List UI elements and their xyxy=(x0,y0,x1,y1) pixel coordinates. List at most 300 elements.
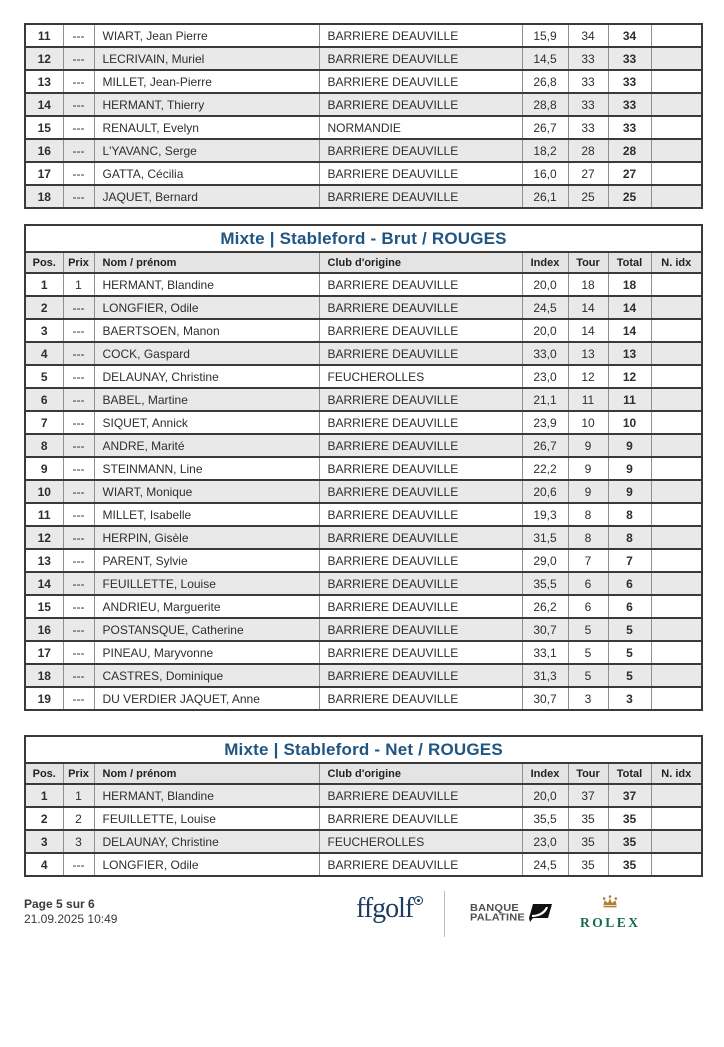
cell-pos: 16 xyxy=(25,618,63,641)
cell-prix: --- xyxy=(63,480,94,503)
cell-index: 21,1 xyxy=(522,388,568,411)
cell-total: 25 xyxy=(608,185,651,208)
cell-tour: 14 xyxy=(568,296,608,319)
cell-tour: 10 xyxy=(568,411,608,434)
cell-tour: 5 xyxy=(568,618,608,641)
cell-tour: 3 xyxy=(568,687,608,710)
cell-nom: HERPIN, Gisèle xyxy=(94,526,319,549)
table-title-row xyxy=(25,225,702,252)
cell-prix: --- xyxy=(63,342,94,365)
cell-index: 29,0 xyxy=(522,549,568,572)
cell-pos: 10 xyxy=(25,480,63,503)
cell-prix: --- xyxy=(63,618,94,641)
cell-prix: --- xyxy=(63,139,94,162)
cell-prix: 1 xyxy=(63,273,94,296)
cell-prix: --- xyxy=(63,526,94,549)
cell-nidx xyxy=(651,162,702,185)
cell-prix: --- xyxy=(63,687,94,710)
cell-total: 33 xyxy=(608,70,651,93)
cell-index: 22,2 xyxy=(522,457,568,480)
cell-nidx xyxy=(651,139,702,162)
cell-nom: RENAULT, Evelyn xyxy=(94,116,319,139)
cell-index: 26,7 xyxy=(522,434,568,457)
cell-tour: 33 xyxy=(568,70,608,93)
table-row xyxy=(25,807,702,830)
cell-pos: 12 xyxy=(25,47,63,70)
cell-nom: DELAUNAY, Christine xyxy=(94,365,319,388)
cell-prix: --- xyxy=(63,503,94,526)
table-row xyxy=(25,549,702,572)
page-number: Page 5 sur 6 xyxy=(24,897,95,911)
cell-total: 6 xyxy=(608,572,651,595)
cell-nom: FEUILLETTE, Louise xyxy=(94,807,319,830)
cell-index: 18,2 xyxy=(522,139,568,162)
cell-tour: 9 xyxy=(568,434,608,457)
ffgolf-logo-text: ffgolf xyxy=(356,893,414,924)
table-row xyxy=(25,388,702,411)
banque-line1: BANQUE xyxy=(470,902,519,914)
banque-palatine-logo xyxy=(470,903,553,923)
cell-club: BARRIERE DEAUVILLE xyxy=(319,687,522,710)
cell-index: 20,0 xyxy=(522,784,568,807)
column-header: N. idx xyxy=(651,252,702,273)
column-header: Total xyxy=(608,763,651,784)
cell-total: 35 xyxy=(608,807,651,830)
cell-pos: 11 xyxy=(25,503,63,526)
cell-prix: --- xyxy=(63,411,94,434)
table-title-row xyxy=(25,736,702,763)
cell-pos: 6 xyxy=(25,388,63,411)
cell-tour: 9 xyxy=(568,457,608,480)
cell-club: BARRIERE DEAUVILLE xyxy=(319,273,522,296)
cell-total: 34 xyxy=(608,24,651,47)
cell-club: BARRIERE DEAUVILLE xyxy=(319,664,522,687)
cell-nidx xyxy=(651,411,702,434)
cell-club: BARRIERE DEAUVILLE xyxy=(319,342,522,365)
table-row xyxy=(25,618,702,641)
cell-nom: LECRIVAIN, Muriel xyxy=(94,47,319,70)
cell-club: NORMANDIE xyxy=(319,116,522,139)
cell-index: 20,0 xyxy=(522,273,568,296)
cell-total: 33 xyxy=(608,47,651,70)
table-row xyxy=(25,24,702,47)
cell-index: 26,7 xyxy=(522,116,568,139)
cell-pos: 11 xyxy=(25,24,63,47)
cell-total: 9 xyxy=(608,434,651,457)
cell-total: 7 xyxy=(608,549,651,572)
cell-total: 11 xyxy=(608,388,651,411)
results-table-net-rouges xyxy=(24,735,703,877)
cell-index: 23,0 xyxy=(522,365,568,388)
cell-nidx xyxy=(651,687,702,710)
cell-nidx xyxy=(651,388,702,411)
cell-nom: DU VERDIER JAQUET, Anne xyxy=(94,687,319,710)
cell-tour: 9 xyxy=(568,480,608,503)
cell-nidx xyxy=(651,185,702,208)
cell-tour: 35 xyxy=(568,853,608,876)
cell-pos: 7 xyxy=(25,411,63,434)
cell-nidx xyxy=(651,319,702,342)
cell-nom: HERMANT, Blandine xyxy=(94,784,319,807)
cell-index: 35,5 xyxy=(522,572,568,595)
cell-tour: 35 xyxy=(568,807,608,830)
table-title: Mixte | Stableford - Net / ROUGES xyxy=(25,736,702,763)
cell-nom: LONGFIER, Odile xyxy=(94,853,319,876)
cell-nom: MILLET, Isabelle xyxy=(94,503,319,526)
cell-pos: 13 xyxy=(25,70,63,93)
cell-index: 16,0 xyxy=(522,162,568,185)
cell-nidx xyxy=(651,296,702,319)
cell-total: 12 xyxy=(608,365,651,388)
cell-prix: --- xyxy=(63,595,94,618)
table-row xyxy=(25,319,702,342)
cell-pos: 1 xyxy=(25,273,63,296)
cell-prix: --- xyxy=(63,641,94,664)
cell-index: 23,0 xyxy=(522,830,568,853)
cell-pos: 5 xyxy=(25,365,63,388)
cell-pos: 15 xyxy=(25,595,63,618)
column-header: Prix xyxy=(63,763,94,784)
cell-club: BARRIERE DEAUVILLE xyxy=(319,572,522,595)
cell-index: 23,9 xyxy=(522,411,568,434)
cell-club: FEUCHEROLLES xyxy=(319,830,522,853)
table-row xyxy=(25,139,702,162)
cell-total: 35 xyxy=(608,853,651,876)
cell-tour: 13 xyxy=(568,342,608,365)
cell-tour: 5 xyxy=(568,641,608,664)
cell-tour: 33 xyxy=(568,93,608,116)
column-header: Tour xyxy=(568,252,608,273)
cell-pos: 15 xyxy=(25,116,63,139)
table-row xyxy=(25,434,702,457)
cell-index: 30,7 xyxy=(522,618,568,641)
cell-prix: --- xyxy=(63,24,94,47)
banque-palatine-flag-icon xyxy=(527,903,553,923)
cell-prix: --- xyxy=(63,116,94,139)
cell-total: 14 xyxy=(608,319,651,342)
cell-tour: 7 xyxy=(568,549,608,572)
cell-pos: 19 xyxy=(25,687,63,710)
column-header: Pos. xyxy=(25,763,63,784)
cell-pos: 16 xyxy=(25,139,63,162)
cell-club: BARRIERE DEAUVILLE xyxy=(319,618,522,641)
table-row xyxy=(25,503,702,526)
cell-prix: --- xyxy=(63,319,94,342)
cell-prix: --- xyxy=(63,296,94,319)
cell-prix: 1 xyxy=(63,784,94,807)
cell-nidx xyxy=(651,572,702,595)
cell-total: 8 xyxy=(608,526,651,549)
cell-prix: --- xyxy=(63,664,94,687)
cell-nom: STEINMANN, Line xyxy=(94,457,319,480)
cell-tour: 6 xyxy=(568,572,608,595)
cell-nom: ANDRE, Marité xyxy=(94,434,319,457)
cell-nom: JAQUET, Bernard xyxy=(94,185,319,208)
cell-nidx xyxy=(651,664,702,687)
table-row xyxy=(25,93,702,116)
cell-nidx xyxy=(651,116,702,139)
cell-tour: 6 xyxy=(568,595,608,618)
column-header: Club d'origine xyxy=(319,763,522,784)
cell-nidx xyxy=(651,784,702,807)
rolex-crown-icon xyxy=(600,895,620,908)
cell-index: 33,0 xyxy=(522,342,568,365)
cell-index: 26,8 xyxy=(522,70,568,93)
cell-nidx xyxy=(651,595,702,618)
table-row xyxy=(25,480,702,503)
cell-nidx xyxy=(651,93,702,116)
cell-prix: --- xyxy=(63,93,94,116)
cell-club: BARRIERE DEAUVILLE xyxy=(319,434,522,457)
cell-club: BARRIERE DEAUVILLE xyxy=(319,807,522,830)
results-table-brut-rouges xyxy=(24,224,703,711)
rolex-logo-text: ROLEX xyxy=(580,915,641,930)
banque-line2: PALATINE xyxy=(470,911,525,923)
cell-prix: --- xyxy=(63,572,94,595)
ffgolf-ball-icon xyxy=(414,896,423,905)
cell-nidx xyxy=(651,526,702,549)
print-datetime: 21.09.2025 10:49 xyxy=(24,912,118,926)
cell-prix: --- xyxy=(63,434,94,457)
cell-nom: HERMANT, Blandine xyxy=(94,273,319,296)
cell-nidx xyxy=(651,273,702,296)
cell-nom: MILLET, Jean-Pierre xyxy=(94,70,319,93)
cell-pos: 1 xyxy=(25,784,63,807)
table-row xyxy=(25,687,702,710)
cell-tour: 12 xyxy=(568,365,608,388)
cell-nidx xyxy=(651,618,702,641)
cell-nom: CASTRES, Dominique xyxy=(94,664,319,687)
cell-total: 18 xyxy=(608,273,651,296)
cell-nom: POSTANSQUE, Catherine xyxy=(94,618,319,641)
cell-index: 19,3 xyxy=(522,503,568,526)
cell-nom: BAERTSOEN, Manon xyxy=(94,319,319,342)
cell-club: BARRIERE DEAUVILLE xyxy=(319,503,522,526)
cell-nidx xyxy=(651,342,702,365)
cell-index: 31,3 xyxy=(522,664,568,687)
cell-nidx xyxy=(651,480,702,503)
cell-pos: 18 xyxy=(25,664,63,687)
cell-pos: 14 xyxy=(25,93,63,116)
cell-nidx xyxy=(651,457,702,480)
column-header: Nom / prénom xyxy=(94,763,319,784)
table-row xyxy=(25,830,702,853)
cell-pos: 14 xyxy=(25,572,63,595)
cell-nom: WIART, Monique xyxy=(94,480,319,503)
cell-nom: PINEAU, Maryvonne xyxy=(94,641,319,664)
cell-nidx xyxy=(651,853,702,876)
cell-nom: BABEL, Martine xyxy=(94,388,319,411)
cell-total: 3 xyxy=(608,687,651,710)
cell-pos: 12 xyxy=(25,526,63,549)
cell-nidx xyxy=(651,47,702,70)
cell-tour: 25 xyxy=(568,185,608,208)
cell-prix: --- xyxy=(63,853,94,876)
cell-nom: FEUILLETTE, Louise xyxy=(94,572,319,595)
cell-total: 14 xyxy=(608,296,651,319)
cell-nom: HERMANT, Thierry xyxy=(94,93,319,116)
cell-nom: WIART, Jean Pierre xyxy=(94,24,319,47)
cell-index: 30,7 xyxy=(522,687,568,710)
cell-pos: 2 xyxy=(25,296,63,319)
cell-pos: 8 xyxy=(25,434,63,457)
cell-nidx xyxy=(651,830,702,853)
cell-tour: 27 xyxy=(568,162,608,185)
cell-nidx xyxy=(651,24,702,47)
column-header: Pos. xyxy=(25,252,63,273)
cell-total: 33 xyxy=(608,116,651,139)
cell-club: BARRIERE DEAUVILLE xyxy=(319,480,522,503)
cell-club: BARRIERE DEAUVILLE xyxy=(319,388,522,411)
cell-total: 6 xyxy=(608,595,651,618)
table-row xyxy=(25,457,702,480)
cell-club: BARRIERE DEAUVILLE xyxy=(319,93,522,116)
table-row xyxy=(25,664,702,687)
results-table-continuation xyxy=(24,23,703,209)
cell-tour: 33 xyxy=(568,47,608,70)
table-row xyxy=(25,185,702,208)
cell-prix: --- xyxy=(63,365,94,388)
table-row xyxy=(25,47,702,70)
cell-total: 5 xyxy=(608,664,651,687)
table-row xyxy=(25,70,702,93)
cell-tour: 35 xyxy=(568,830,608,853)
cell-pos: 13 xyxy=(25,549,63,572)
cell-tour: 8 xyxy=(568,526,608,549)
cell-index: 35,5 xyxy=(522,807,568,830)
page-footer xyxy=(0,891,724,957)
cell-club: BARRIERE DEAUVILLE xyxy=(319,319,522,342)
cell-index: 26,1 xyxy=(522,185,568,208)
cell-prix: 3 xyxy=(63,830,94,853)
cell-index: 24,5 xyxy=(522,853,568,876)
cell-club: BARRIERE DEAUVILLE xyxy=(319,70,522,93)
cell-nidx xyxy=(651,641,702,664)
column-header: Club d'origine xyxy=(319,252,522,273)
cell-club: BARRIERE DEAUVILLE xyxy=(319,185,522,208)
column-header: Prix xyxy=(63,252,94,273)
table-row xyxy=(25,296,702,319)
cell-index: 24,5 xyxy=(522,296,568,319)
cell-total: 28 xyxy=(608,139,651,162)
cell-pos: 4 xyxy=(25,342,63,365)
cell-pos: 17 xyxy=(25,162,63,185)
cell-pos: 3 xyxy=(25,830,63,853)
cell-total: 35 xyxy=(608,830,651,853)
cell-club: BARRIERE DEAUVILLE xyxy=(319,595,522,618)
cell-nidx xyxy=(651,807,702,830)
cell-total: 27 xyxy=(608,162,651,185)
cell-pos: 3 xyxy=(25,319,63,342)
cell-index: 26,2 xyxy=(522,595,568,618)
rolex-logo xyxy=(580,895,640,931)
column-header: Index xyxy=(522,252,568,273)
cell-tour: 34 xyxy=(568,24,608,47)
table-row xyxy=(25,641,702,664)
cell-club: BARRIERE DEAUVILLE xyxy=(319,641,522,664)
cell-nom: COCK, Gaspard xyxy=(94,342,319,365)
cell-total: 33 xyxy=(608,93,651,116)
cell-total: 9 xyxy=(608,480,651,503)
table-row xyxy=(25,116,702,139)
cell-tour: 37 xyxy=(568,784,608,807)
cell-nom: GATTA, Cécilia xyxy=(94,162,319,185)
cell-prix: --- xyxy=(63,457,94,480)
cell-tour: 5 xyxy=(568,664,608,687)
column-header: Total xyxy=(608,252,651,273)
cell-tour: 8 xyxy=(568,503,608,526)
cell-nom: ANDRIEU, Marguerite xyxy=(94,595,319,618)
table-row xyxy=(25,853,702,876)
cell-club: BARRIERE DEAUVILLE xyxy=(319,139,522,162)
cell-tour: 11 xyxy=(568,388,608,411)
cell-club: BARRIERE DEAUVILLE xyxy=(319,526,522,549)
cell-index: 15,9 xyxy=(522,24,568,47)
cell-club: BARRIERE DEAUVILLE xyxy=(319,24,522,47)
column-header-row xyxy=(25,763,702,784)
table-row xyxy=(25,342,702,365)
table-row xyxy=(25,162,702,185)
cell-nidx xyxy=(651,503,702,526)
cell-pos: 4 xyxy=(25,853,63,876)
cell-total: 37 xyxy=(608,784,651,807)
table-row xyxy=(25,365,702,388)
cell-total: 10 xyxy=(608,411,651,434)
cell-club: BARRIERE DEAUVILLE xyxy=(319,411,522,434)
table-row xyxy=(25,784,702,807)
table-row xyxy=(25,411,702,434)
cell-club: BARRIERE DEAUVILLE xyxy=(319,784,522,807)
cell-prix: --- xyxy=(63,185,94,208)
cell-tour: 28 xyxy=(568,139,608,162)
cell-tour: 18 xyxy=(568,273,608,296)
cell-prix: --- xyxy=(63,388,94,411)
cell-nidx xyxy=(651,70,702,93)
cell-index: 31,5 xyxy=(522,526,568,549)
cell-tour: 33 xyxy=(568,116,608,139)
cell-tour: 14 xyxy=(568,319,608,342)
ffgolf-logo xyxy=(356,893,422,925)
column-header: Tour xyxy=(568,763,608,784)
cell-index: 28,8 xyxy=(522,93,568,116)
cell-total: 5 xyxy=(608,641,651,664)
column-header: N. idx xyxy=(651,763,702,784)
cell-index: 20,6 xyxy=(522,480,568,503)
cell-club: BARRIERE DEAUVILLE xyxy=(319,47,522,70)
table-title: Mixte | Stableford - Brut / ROUGES xyxy=(25,225,702,252)
column-header-row xyxy=(25,252,702,273)
cell-total: 9 xyxy=(608,457,651,480)
cell-nidx xyxy=(651,434,702,457)
cell-pos: 18 xyxy=(25,185,63,208)
cell-index: 33,1 xyxy=(522,641,568,664)
banque-palatine-logo-text xyxy=(470,904,525,922)
cell-index: 14,5 xyxy=(522,47,568,70)
table-row xyxy=(25,595,702,618)
cell-prix: --- xyxy=(63,549,94,572)
cell-nom: DELAUNAY, Christine xyxy=(94,830,319,853)
cell-index: 20,0 xyxy=(522,319,568,342)
cell-total: 8 xyxy=(608,503,651,526)
cell-pos: 9 xyxy=(25,457,63,480)
cell-club: BARRIERE DEAUVILLE xyxy=(319,457,522,480)
column-header: Index xyxy=(522,763,568,784)
cell-prix: --- xyxy=(63,47,94,70)
cell-total: 13 xyxy=(608,342,651,365)
cell-club: FEUCHEROLLES xyxy=(319,365,522,388)
cell-prix: --- xyxy=(63,70,94,93)
column-header: Nom / prénom xyxy=(94,252,319,273)
